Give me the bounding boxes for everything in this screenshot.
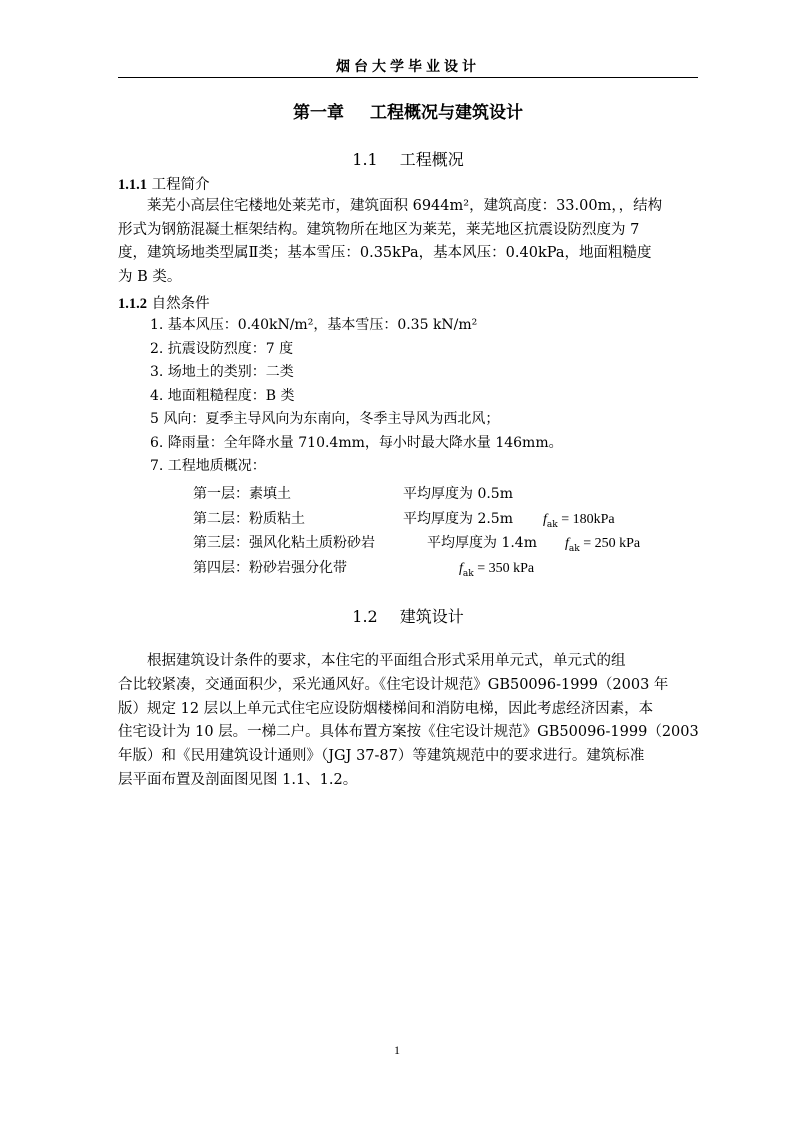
fak-subscript: ak: [546, 519, 558, 530]
subsection-1-1-1-title: [118, 173, 210, 194]
subsection-1-1-2-number: 1.1.2: [118, 296, 147, 312]
layer-bearing-capacity: [565, 531, 640, 561]
section-1-1-title: [118, 147, 698, 170]
list-item: 5 风向：夏季主导风向为东南向，冬季主导风为西北风；: [150, 411, 500, 427]
page-header: 烟台大学毕业设计: [336, 59, 480, 75]
list-item: 6. 降雨量：全年降水量 710.4mm，每小时最大降水量 146mm。: [150, 434, 563, 451]
layer-name: 第二层：粉质粘土: [193, 510, 305, 527]
paragraph-line: 度，建筑场地类型属Ⅱ类；基本雪压：0.35kPa，基本风压：0.40kPa，地面粗糙度: [118, 245, 652, 261]
list-item: 4. 地面粗糙程度：B 类: [150, 387, 295, 404]
layer-name: 第四层：粉砂岩强分化带: [193, 559, 347, 576]
project-intro-paragraph: [118, 195, 698, 289]
layer-name: 第三层：强风化粘土质粉砂岩: [193, 535, 375, 551]
subsection-1-1-2-name: 自然条件: [151, 296, 210, 312]
paragraph-line: 莱芜小高层住宅楼地处莱芜市，建筑面积 6944m²，建筑高度：33.00m，，结构: [118, 198, 663, 214]
fak-value: = 250 kPa: [579, 536, 641, 551]
layer-thickness: 平均厚度为 1.4m: [427, 535, 537, 551]
page-number: 1: [394, 1043, 400, 1057]
subsection-1-1-1-name: 工程简介: [151, 177, 210, 193]
paragraph-line: 合比较紧凑，交通面积少，采光通风好。《住宅设计规范》GB50096-1999（2003 年: [118, 676, 669, 693]
chapter-number: 第一章: [293, 103, 344, 123]
section-1-1-number: 1.1: [352, 150, 378, 169]
fak-symbol: f: [459, 560, 463, 576]
list-item: 1. 基本风压：0.40kN/m²，基本雪压：0.35 kN/m²: [150, 317, 478, 333]
fak-symbol: f: [565, 536, 569, 551]
fak-subscript: ak: [462, 568, 474, 579]
section-1-2-title: [118, 604, 698, 627]
section-1-1-name: 工程概况: [399, 150, 464, 169]
header-rule: [118, 77, 698, 78]
paragraph-line: 年版）和《民用建筑设计通则》（JGJ 37-87）等建筑规范中的要求进行。建筑标准: [118, 748, 645, 765]
layer-thickness: 平均厚度为 2.5m: [403, 510, 513, 527]
list-item: 2. 抗震设防烈度：7 度: [150, 340, 294, 357]
chapter-title: [118, 98, 698, 123]
paragraph-line: 层平面布置及剖面图见图 1.1、1.2。: [118, 771, 358, 788]
paragraph-line: 形式为钢筋混凝土框架结构。建筑物所在地区为莱芜，莱芜地区抗震设防烈度为 7: [118, 221, 640, 238]
fak-symbol: f: [543, 511, 547, 527]
section-1-2-number: 1.2: [352, 607, 378, 626]
architecture-design-paragraph: [118, 650, 698, 793]
fak-value: = 350 kPa: [473, 560, 535, 576]
paragraph-line: 根据建筑设计条件的要求，本住宅的平面组合形式采用单元式，单元式的组: [118, 653, 626, 669]
subsection-1-1-1-number: 1.1.1: [118, 177, 147, 193]
fak-value: = 180kPa: [557, 511, 615, 527]
paragraph-line: 住宅设计为 10 层。一梯二户。具体布置方案按《住宅设计规范》GB50096-1999（2003: [118, 724, 699, 741]
paragraph-line: 版）规定 12 层以上单元式住宅应设防烟楼梯间和消防电梯，因此考虑经济因素，本: [118, 700, 654, 717]
section-1-2-name: 建筑设计: [399, 607, 464, 626]
natural-conditions-list: [150, 314, 563, 479]
layer-thickness: 平均厚度为 0.5m: [403, 486, 513, 502]
layer-name: 第一层：素填土: [193, 486, 291, 502]
list-item: 7. 工程地质概况：: [150, 458, 266, 474]
fak-subscript: ak: [568, 543, 580, 554]
subsection-1-1-2-title: [118, 292, 210, 313]
layer-bearing-capacity: [459, 556, 534, 586]
paragraph-line: 为 B 类。: [118, 268, 182, 285]
chapter-name: 工程概况与建筑设计: [370, 103, 523, 123]
list-item: 3. 场地土的类别：二类: [150, 364, 294, 380]
